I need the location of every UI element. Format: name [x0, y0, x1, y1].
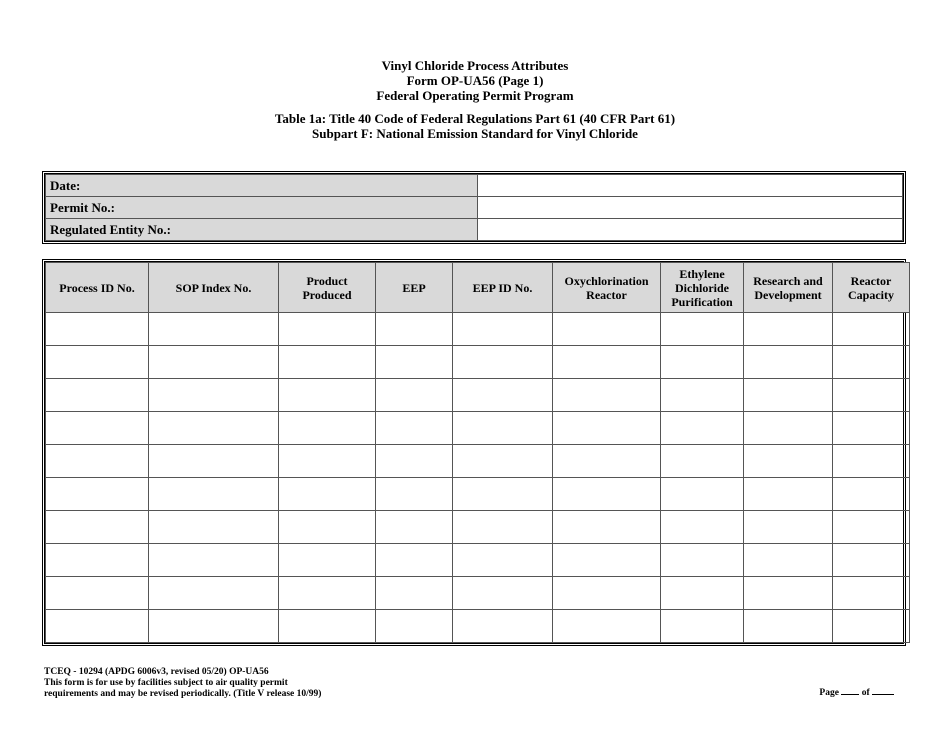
table-row — [46, 346, 910, 379]
table-cell[interactable] — [661, 445, 744, 478]
page-label: Page — [819, 688, 839, 698]
table-subtitle: Subpart F: National Emission Standard for Vinyl Chloride — [312, 126, 638, 141]
table-cell[interactable] — [833, 445, 910, 478]
table-cell[interactable] — [661, 511, 744, 544]
table-cell[interactable] — [279, 313, 376, 346]
table-cell[interactable] — [149, 313, 279, 346]
table-cell[interactable] — [453, 346, 553, 379]
table-row — [46, 445, 910, 478]
table-cell[interactable] — [833, 379, 910, 412]
table-row — [46, 610, 910, 643]
form-number: Form OP-UA56 (Page 1) — [406, 73, 544, 88]
table-title: Table 1a: Title 40 Code of Federal Regulations Part 61 (40 CFR Part 61) — [274, 111, 676, 126]
table-row — [46, 511, 910, 544]
table-cell[interactable] — [149, 610, 279, 643]
table-cell[interactable] — [149, 544, 279, 577]
table-cell[interactable] — [279, 544, 376, 577]
table-cell[interactable] — [833, 610, 910, 643]
table-cell[interactable] — [833, 544, 910, 577]
table-cell[interactable] — [553, 379, 661, 412]
table-cell[interactable] — [279, 412, 376, 445]
table-cell[interactable] — [553, 445, 661, 478]
table-cell[interactable] — [661, 412, 744, 445]
table-cell[interactable] — [553, 610, 661, 643]
table-cell[interactable] — [149, 511, 279, 544]
table-cell[interactable] — [376, 577, 453, 610]
info-label: Date: — [46, 175, 478, 197]
column-header: Oxychlorination Reactor — [553, 263, 661, 313]
column-header: SOP Index No. — [149, 263, 279, 313]
table-cell[interactable] — [553, 544, 661, 577]
column-header: EEP — [376, 263, 453, 313]
footer-note-2: requirements and may be revised periodically. (Title V release 10/99) — [44, 689, 322, 699]
of-label: of — [861, 688, 870, 698]
page-total-blank[interactable] — [872, 694, 894, 695]
column-header: Process ID No. — [46, 263, 149, 313]
table-cell[interactable] — [376, 412, 453, 445]
table-cell[interactable] — [553, 346, 661, 379]
table-cell[interactable] — [744, 511, 833, 544]
table-cell[interactable] — [279, 379, 376, 412]
table-cell[interactable] — [833, 478, 910, 511]
table-cell[interactable] — [149, 412, 279, 445]
table-cell[interactable] — [376, 346, 453, 379]
table-cell[interactable] — [833, 511, 910, 544]
column-header: Research and Development — [744, 263, 833, 313]
table-cell[interactable] — [744, 445, 833, 478]
table-cell[interactable] — [453, 511, 553, 544]
table-cell[interactable] — [149, 346, 279, 379]
table-cell[interactable] — [744, 346, 833, 379]
table-cell[interactable] — [376, 445, 453, 478]
table-cell[interactable] — [279, 445, 376, 478]
table-cell[interactable] — [46, 610, 149, 643]
column-header: Reactor Capacity — [833, 263, 910, 313]
table-cell[interactable] — [376, 379, 453, 412]
table-cell[interactable] — [661, 544, 744, 577]
table-cell[interactable] — [453, 313, 553, 346]
info-value-field[interactable] — [478, 197, 903, 219]
table-cell[interactable] — [661, 379, 744, 412]
column-header: Product Produced — [279, 263, 376, 313]
table-cell[interactable] — [46, 412, 149, 445]
column-header: Ethylene Dichloride Purification — [661, 263, 744, 313]
program-name: Federal Operating Permit Program — [376, 88, 574, 103]
table-cell[interactable] — [46, 511, 149, 544]
info-value-field[interactable] — [478, 175, 903, 197]
table-cell[interactable] — [46, 445, 149, 478]
footer-form-id: TCEQ - 10294 (APDG 6006v3, revised 05/20) OP-UA56 — [44, 667, 269, 677]
table-row — [46, 544, 910, 577]
table-cell[interactable] — [376, 544, 453, 577]
table-cell[interactable] — [453, 478, 553, 511]
table-cell[interactable] — [833, 412, 910, 445]
info-row — [46, 175, 903, 197]
page-number — [819, 688, 894, 698]
table-row — [46, 577, 910, 610]
table-cell[interactable] — [453, 544, 553, 577]
table-cell[interactable] — [833, 346, 910, 379]
table-cell[interactable] — [46, 346, 149, 379]
table-cell[interactable] — [833, 577, 910, 610]
info-value-field[interactable] — [478, 219, 903, 241]
table-cell[interactable] — [453, 610, 553, 643]
info-label: Regulated Entity No.: — [46, 219, 478, 241]
table-cell[interactable] — [279, 511, 376, 544]
table-cell[interactable] — [553, 412, 661, 445]
table-cell[interactable] — [279, 346, 376, 379]
table-cell[interactable] — [279, 577, 376, 610]
table-cell[interactable] — [553, 313, 661, 346]
table-cell[interactable] — [46, 313, 149, 346]
table-cell[interactable] — [46, 577, 149, 610]
table-cell[interactable] — [661, 346, 744, 379]
table-cell[interactable] — [744, 313, 833, 346]
attributes-table — [42, 259, 906, 646]
table-cell[interactable] — [279, 610, 376, 643]
table-cell[interactable] — [453, 412, 553, 445]
table-cell[interactable] — [453, 445, 553, 478]
table-cell[interactable] — [661, 478, 744, 511]
table-row — [46, 478, 910, 511]
info-row — [46, 219, 903, 241]
table-cell[interactable] — [149, 577, 279, 610]
info-row — [46, 197, 903, 219]
table-cell[interactable] — [453, 577, 553, 610]
table-cell[interactable] — [376, 610, 453, 643]
footer-note-1: This form is for use by facilities subject to air quality permit — [44, 678, 288, 688]
form-title: Vinyl Chloride Process Attributes — [381, 58, 569, 73]
table-cell[interactable] — [661, 313, 744, 346]
table-cell[interactable] — [553, 577, 661, 610]
table-cell[interactable] — [46, 478, 149, 511]
table-cell[interactable] — [46, 544, 149, 577]
info-table — [42, 171, 906, 244]
table-cell[interactable] — [376, 511, 453, 544]
table-cell[interactable] — [744, 577, 833, 610]
table-cell[interactable] — [744, 610, 833, 643]
table-cell[interactable] — [744, 412, 833, 445]
table-cell[interactable] — [553, 478, 661, 511]
table-cell[interactable] — [553, 511, 661, 544]
form-header — [0, 58, 950, 141]
page-number-blank[interactable] — [841, 694, 859, 695]
table-header-row — [46, 263, 910, 313]
table-cell[interactable] — [149, 478, 279, 511]
table-cell[interactable] — [744, 544, 833, 577]
table-cell[interactable] — [744, 379, 833, 412]
info-label: Permit No.: — [46, 197, 478, 219]
table-row — [46, 379, 910, 412]
table-cell[interactable] — [376, 313, 453, 346]
table-cell[interactable] — [661, 610, 744, 643]
table-cell[interactable] — [46, 379, 149, 412]
table-cell[interactable] — [744, 478, 833, 511]
table-cell[interactable] — [661, 577, 744, 610]
table-cell[interactable] — [453, 379, 553, 412]
table-cell[interactable] — [149, 445, 279, 478]
table-cell[interactable] — [149, 379, 279, 412]
footer — [44, 667, 321, 700]
table-cell[interactable] — [279, 478, 376, 511]
table-row — [46, 313, 910, 346]
column-header: EEP ID No. — [453, 263, 553, 313]
table-cell[interactable] — [833, 313, 910, 346]
table-cell[interactable] — [376, 478, 453, 511]
table-row — [46, 412, 910, 445]
